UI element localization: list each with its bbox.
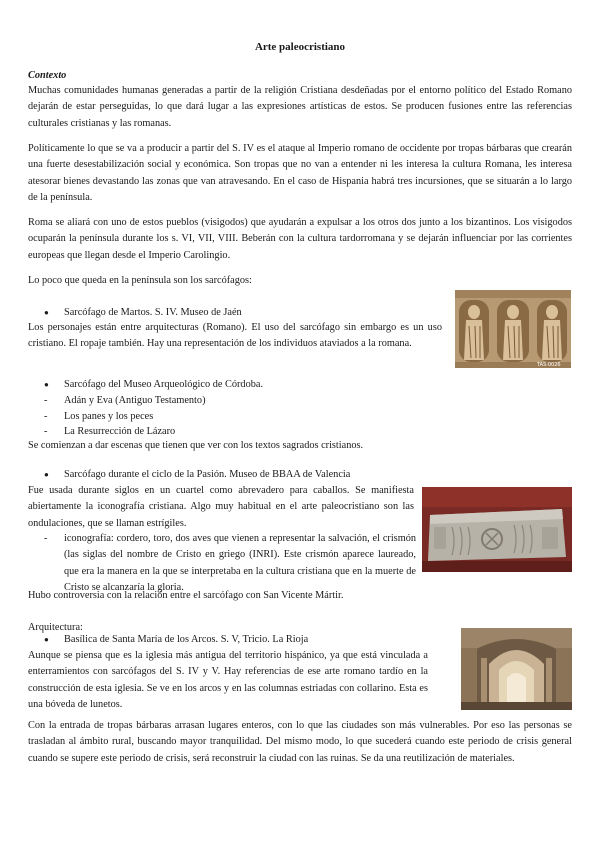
paragraph-iconography: iconografía: cordero, toro, dos aves que vienen a representar la salvación, el crismón (las siglas del nombre de Cristo en griego (INRI). Este crismón aparece laureado, que era la manera en la que se interpretaba en la cultura cristiana que en la muerte de Cristo se alcanzaría la gloria. bbox=[64, 533, 416, 594]
paragraph-intro: Muchas comunidades humanas generadas a partir de la religión Cristiana desdeñadas por el entorno político del Estado Romano dejarán de estar perseguidas, lo que dará lugar a las expresiones artísticas de estos. Se producen fusiones entre las referencias culturales cristianas y las romanas. bbox=[28, 85, 572, 129]
paragraph-cordoba: Se comienzan a dar escenas que tienen que ver con los textos sagrados cristianos. bbox=[28, 440, 364, 451]
paragraph-visigoths: Roma se aliará con uno de estos pueblos (visigodos) que ayudarán a expulsar a los otros dos junto a los bizantinos. Los visigodos ocuparán la península durante los s. VI, VII, VIII. Beberán con la cultura tardorromana y se dejarán influenciar por las corrientes europeas que llegan desde el Imperio Carolingio. bbox=[28, 217, 572, 261]
paragraph-politics: Políticamente lo que se va a producir a partir del S. IV es el ataque al Imperio romano de occidente por tropas bárbaras que crearán una fuerte desestabilización social y económica. Son tropas que no van a entender ni les interesa la cultura Romana, les interesa atesorar bienes devastando las zonas que van atravesando. En el caso de Hispania habrá tres incursiones, que se situarán a lo largo de la península. bbox=[28, 143, 572, 204]
list-item-label: La Resurrección de Lázaro bbox=[64, 426, 176, 437]
page-title: Arte paleocristiano bbox=[254, 41, 346, 53]
sarcophagus-martos-image bbox=[455, 290, 571, 368]
list-item-label: Adán y Eva (Antiguo Testamento) bbox=[64, 395, 206, 406]
paragraph-controversy: Hubo controversia con la relación entre el sarcófago con San Vicente Mártir. bbox=[28, 590, 344, 601]
dash-icon: - bbox=[44, 395, 48, 406]
list-item-label: Los panes y los peces bbox=[64, 411, 154, 422]
bullet-icon: ● bbox=[44, 308, 49, 317]
paragraph-valencia: Fue usada durante siglos en un cuartel como abrevadero para caballos. Se manifiesta abiertamente la iconografía cristiana. Algo muy habitual en el arte paleocristiano son las ondulaciones, que se llaman estrígiles. bbox=[28, 485, 414, 529]
image-caption: TAS·0026 bbox=[537, 362, 561, 368]
bullet-cordoba-label: Sarcófago del Museo Arqueológico de Córdoba. bbox=[64, 379, 264, 390]
bullet-valencia-label: Sarcófago durante el ciclo de la Pasión. Museo de BBAA de Valencia bbox=[64, 469, 351, 480]
architecture-heading: Arquitectura: bbox=[28, 622, 83, 633]
basilica-interior-image bbox=[461, 628, 572, 710]
dash-icon: - bbox=[44, 411, 48, 422]
bullet-martos-label: Sarcófago de Martos. S. IV. Museo de Jaén bbox=[64, 307, 242, 318]
paragraph-conclusion: Con la entrada de tropas bárbaras arrasan lugares enteros, con lo que las ciudades son más vulnerables. Por eso las personas se trasladan al ámbito rural, buscando mayor tranquilidad. Del mismo modo, lo que sucederá cuando este periodo de crisis general cuando se supere este periodo de crisis, será reconstruir la ciudad con las ruinas. Se da una reutilización de materiales. bbox=[28, 720, 572, 764]
bullet-basilica-label: Basílica de Santa María de los Arcos. S. V, Tricio. La Rioja bbox=[64, 634, 309, 645]
bullet-icon: ● bbox=[44, 380, 49, 389]
context-heading: Contexto bbox=[28, 70, 67, 81]
dash-icon: - bbox=[44, 426, 48, 437]
paragraph-sarcophagi-intro: Lo poco que queda en la península son los sarcófagos: bbox=[28, 275, 252, 286]
bullet-icon: ● bbox=[44, 635, 49, 644]
paragraph-martos: Los personajes están entre arquitecturas (Romano). El uso del sarcófago sin embargo es un uso cristiano. El ropaje también. Hay una representación de los individuos ataviados a la romana. bbox=[28, 322, 442, 350]
paragraph-basilica: Aunque se piensa que es la iglesia más antigua del territorio hispánico, ya que está vinculada a enterramientos con sarcófagos del S. IV y V. Hay referencias de ese arte romano tardío en la construcción de esta iglesia. Se ve en los arcos y en las columnas estriadas con collarino. Esta es una bóveda de lunetos. bbox=[28, 650, 428, 711]
sarcophagus-valencia-image bbox=[422, 487, 572, 572]
dash-icon: - bbox=[44, 533, 48, 544]
bullet-icon: ● bbox=[44, 470, 49, 479]
